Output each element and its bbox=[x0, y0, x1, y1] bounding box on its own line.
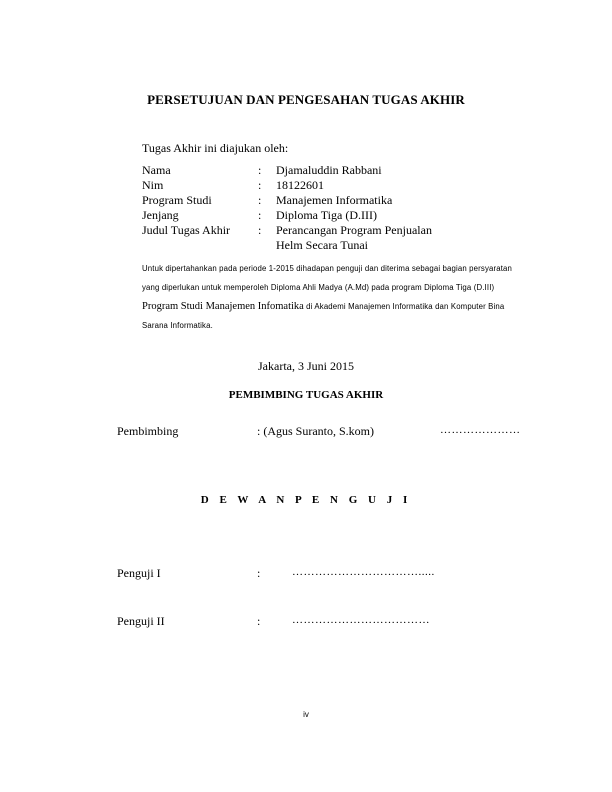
advisor-name: : (Agus Suranto, S.kom) bbox=[257, 424, 374, 438]
intro-text: Tugas Akhir ini diajukan oleh: bbox=[142, 141, 289, 155]
field-row-nim bbox=[142, 178, 432, 193]
field-colon: : bbox=[258, 178, 262, 192]
date-location: Jakarta, 3 Juni 2015 bbox=[258, 359, 354, 373]
field-label: Nama bbox=[142, 163, 171, 177]
field-colon: : bbox=[258, 163, 262, 177]
student-info-table bbox=[142, 163, 432, 253]
field-value: Manajemen Informatika bbox=[276, 193, 393, 207]
thesis-title-line-1: Perancangan Program Penjualan bbox=[276, 223, 432, 237]
field-label: Judul Tugas Akhir bbox=[142, 223, 231, 237]
field-label: Nim bbox=[142, 178, 164, 192]
advisor-heading: PEMBIMBING TUGAS AKHIR bbox=[228, 389, 384, 401]
field-colon: : bbox=[258, 208, 262, 222]
examiner-2-label: Penguji II bbox=[117, 614, 165, 628]
examiner-2-colon: : bbox=[257, 614, 261, 628]
thesis-title-line-2: Helm Secara Tunai bbox=[276, 238, 368, 252]
field-colon: : bbox=[258, 223, 262, 237]
field-value: Diploma Tiga (D.III) bbox=[276, 208, 377, 222]
statement-paragraph bbox=[142, 259, 522, 335]
examiner-board-heading: D E W A N P E N G U J I bbox=[200, 494, 412, 506]
statement-text-part2: di Akademi Manajemen Informatika dan Komputer Bina Sarana Informatika. bbox=[142, 302, 505, 330]
field-label: Jenjang bbox=[142, 208, 179, 222]
statement-program-highlight: Program Studi Manajemen Infomatika bbox=[142, 301, 304, 312]
examiner-1-signature-line: ……………………………..... bbox=[292, 566, 435, 578]
field-colon: : bbox=[258, 193, 262, 207]
field-value: Djamaluddin Rabbani bbox=[276, 163, 382, 177]
advisor-label: Pembimbing bbox=[117, 424, 179, 438]
document-title: PERSETUJUAN DAN PENGESAHAN TUGAS AKHIR bbox=[147, 92, 465, 107]
field-row-name bbox=[142, 163, 432, 178]
field-row-thesis-title bbox=[142, 223, 432, 253]
examiner-1-colon: : bbox=[257, 566, 261, 580]
field-value bbox=[276, 223, 432, 253]
advisor-signature-line: ………………… bbox=[440, 424, 521, 436]
field-label: Program Studi bbox=[142, 193, 212, 207]
field-row-level bbox=[142, 208, 432, 223]
field-value: 18122601 bbox=[276, 178, 324, 192]
examiner-1-label: Penguji I bbox=[117, 566, 161, 580]
field-row-program bbox=[142, 193, 432, 208]
page-number: iv bbox=[303, 710, 309, 719]
examiner-2-signature-line: ……………………………… bbox=[292, 614, 430, 626]
statement-text-part1: Untuk dipertahankan pada periode 1-2015 dihadapan penguji dan diterima sebagai bagian persyaratan yang diperlukan untuk memperoleh Diploma Ahli Madya (A.Md) pada program Diploma Tiga (D.III) bbox=[142, 264, 513, 292]
